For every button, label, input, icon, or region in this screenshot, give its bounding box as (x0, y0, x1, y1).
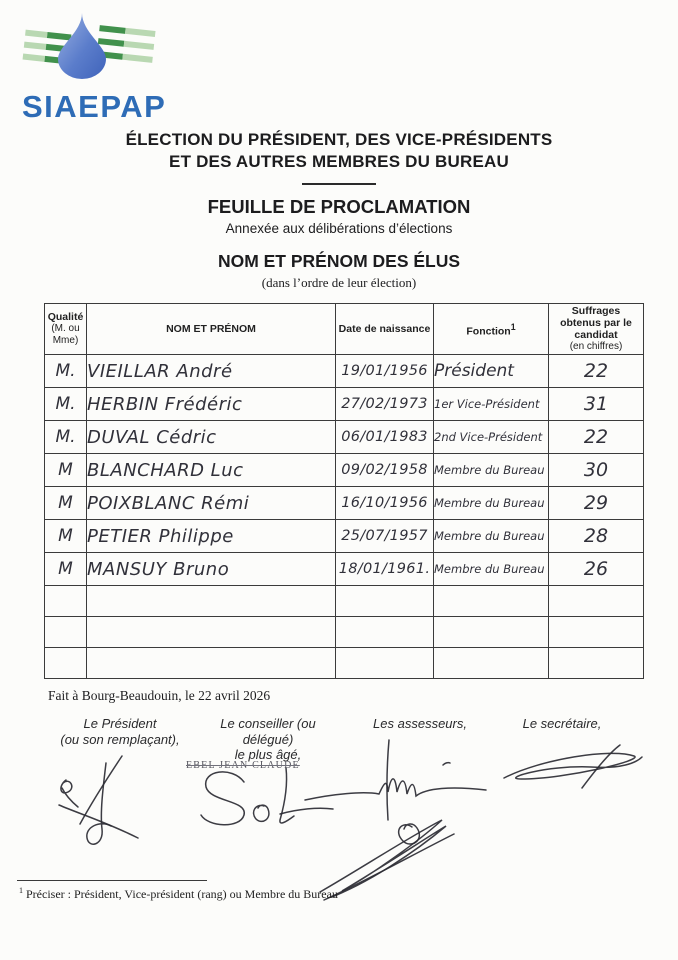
cell-suffrages: 22 (549, 355, 644, 388)
table-row (45, 388, 644, 421)
suffrages-header-text: Suffrages obtenus par le candidat (560, 305, 632, 341)
president-signature-label (55, 716, 185, 747)
cell-qualite: M. (45, 421, 87, 454)
fonction-footnote-ref: 1 (510, 321, 516, 332)
secretaire-signature (496, 742, 646, 794)
footnote-text: Préciser : Président, Vice-président (rang) ou Membre du Bureau (26, 887, 338, 901)
col-header-qualite (45, 304, 87, 355)
birthdate-header-text: Date de naissance (338, 323, 431, 335)
name-stamp: EBEL JEAN CLAUDE (186, 760, 300, 771)
cell-qualite: M. (45, 388, 87, 421)
cell-birthdate: 16/10/1956 (336, 487, 434, 520)
cell-name: VIEILLAR André (87, 355, 336, 388)
proclamation-note: Annexée aux délibérations d’élections (225, 221, 453, 236)
secretaire-signature-label (497, 716, 627, 732)
cell-name: PETIER Philippe (87, 520, 336, 553)
water-drop-logo-icon (20, 12, 170, 82)
table-row-empty (45, 586, 644, 617)
elected-members-table (44, 303, 644, 679)
cell-qualite: M (45, 487, 87, 520)
table-row (45, 421, 644, 454)
cell-suffrages: 26 (549, 553, 644, 586)
footnote-divider (17, 880, 207, 881)
cell-birthdate: 06/01/1983 (336, 421, 434, 454)
place-date-line: Fait à Bourg-Beaudouin, le 22 avril 2026 (48, 688, 271, 703)
col-header-fonction (434, 304, 549, 355)
assesseurs-signature-label (355, 716, 485, 732)
section-title: NOM ET PRÉNOM DES ÉLUS (217, 251, 461, 271)
logo-wordmark: SIAEPAP (22, 89, 167, 124)
cell-suffrages: 22 (549, 421, 644, 454)
table-row (45, 454, 644, 487)
cell-birthdate (336, 617, 434, 648)
cell-birthdate: 25/07/1957 (336, 520, 434, 553)
cell-birthdate: 27/02/1973 (336, 388, 434, 421)
cell-birthdate: 18/01/1961. (336, 553, 434, 586)
cell-birthdate: 09/02/1958 (336, 454, 434, 487)
qualite-header-text: Qualité (47, 311, 84, 323)
cell-fonction: Membre du Bureau (434, 454, 549, 487)
cell-birthdate (336, 586, 434, 617)
conseiller-label-line2: délégué) (242, 731, 294, 747)
cell-fonction: Membre du Bureau (434, 520, 549, 553)
cell-name: BLANCHARD Luc (87, 454, 336, 487)
cell-suffrages: 30 (549, 454, 644, 487)
document-header (0, 129, 678, 291)
footnote-marker: 1 (19, 886, 23, 895)
table-row (45, 355, 644, 388)
main-title-line2: ET DES AUTRES MEMBRES DU BUREAU (169, 152, 509, 171)
cell-suffrages (549, 586, 644, 617)
main-title-line1: ÉLECTION DU PRÉSIDENT, DES VICE-PRÉSIDENTS (125, 130, 553, 149)
cell-fonction: 2nd Vice-Président (434, 421, 549, 454)
cell-suffrages (549, 648, 644, 679)
suffrages-header-note: (en chiffres) (569, 341, 623, 352)
cell-fonction: Président (434, 355, 549, 388)
cell-name: MANSUY Bruno (87, 553, 336, 586)
cell-suffrages: 28 (549, 520, 644, 553)
president-signature (50, 750, 150, 852)
footnote (19, 886, 338, 902)
qualite-header-sub1: (M. ou (51, 323, 80, 334)
qualite-header-sub2: Mme) (52, 335, 79, 346)
cell-fonction (434, 586, 549, 617)
cell-fonction (434, 648, 549, 679)
proclamation-title: FEUILLE DE PROCLAMATION (207, 196, 471, 217)
conseiller-label-line3: le plus âgé, (234, 747, 302, 762)
title-divider (302, 183, 376, 185)
table-row-empty (45, 648, 644, 679)
cell-qualite: M. (45, 355, 87, 388)
cell-qualite: M (45, 520, 87, 553)
cell-suffrages (549, 617, 644, 648)
cell-fonction: 1er Vice-Président (434, 388, 549, 421)
col-header-name (87, 304, 336, 355)
col-header-birthdate (336, 304, 434, 355)
assesseurs-label-line: Les assesseurs, (373, 716, 467, 731)
conseiller-label-line1: Le conseiller (ou (220, 716, 316, 731)
president-label-line1: Le Président (83, 716, 157, 731)
section-note: (dans l’ordre de leur élection) (261, 275, 417, 290)
water-drop-shape (58, 13, 106, 79)
cell-name (87, 648, 336, 679)
name-header-text: NOM ET PRÉNOM (166, 323, 256, 335)
table-row (45, 487, 644, 520)
cell-qualite: M (45, 454, 87, 487)
siaepap-logo (20, 12, 200, 125)
cell-birthdate: 19/01/1956 (336, 355, 434, 388)
cell-qualite (45, 617, 87, 648)
cell-name: POIXBLANC Rémi (87, 487, 336, 520)
cell-suffrages: 29 (549, 487, 644, 520)
secretaire-label-line: Le secrétaire, (522, 716, 602, 731)
cell-name (87, 586, 336, 617)
col-header-suffrages (549, 304, 644, 355)
table-row (45, 553, 644, 586)
cell-name: DUVAL Cédric (87, 421, 336, 454)
cell-qualite (45, 648, 87, 679)
table-header-row (45, 304, 644, 355)
table-row-empty (45, 617, 644, 648)
cell-suffrages: 31 (549, 388, 644, 421)
cell-fonction: Membre du Bureau (434, 553, 549, 586)
cell-name (87, 617, 336, 648)
fonction-header-text: Fonction (466, 325, 511, 338)
cell-fonction (434, 617, 549, 648)
cell-qualite: M (45, 553, 87, 586)
cell-fonction: Membre du Bureau (434, 487, 549, 520)
table-row (45, 520, 644, 553)
president-label-line2: (ou son remplaçant), (60, 731, 180, 747)
cell-name: HERBIN Frédéric (87, 388, 336, 421)
cell-birthdate (336, 648, 434, 679)
cell-qualite (45, 586, 87, 617)
